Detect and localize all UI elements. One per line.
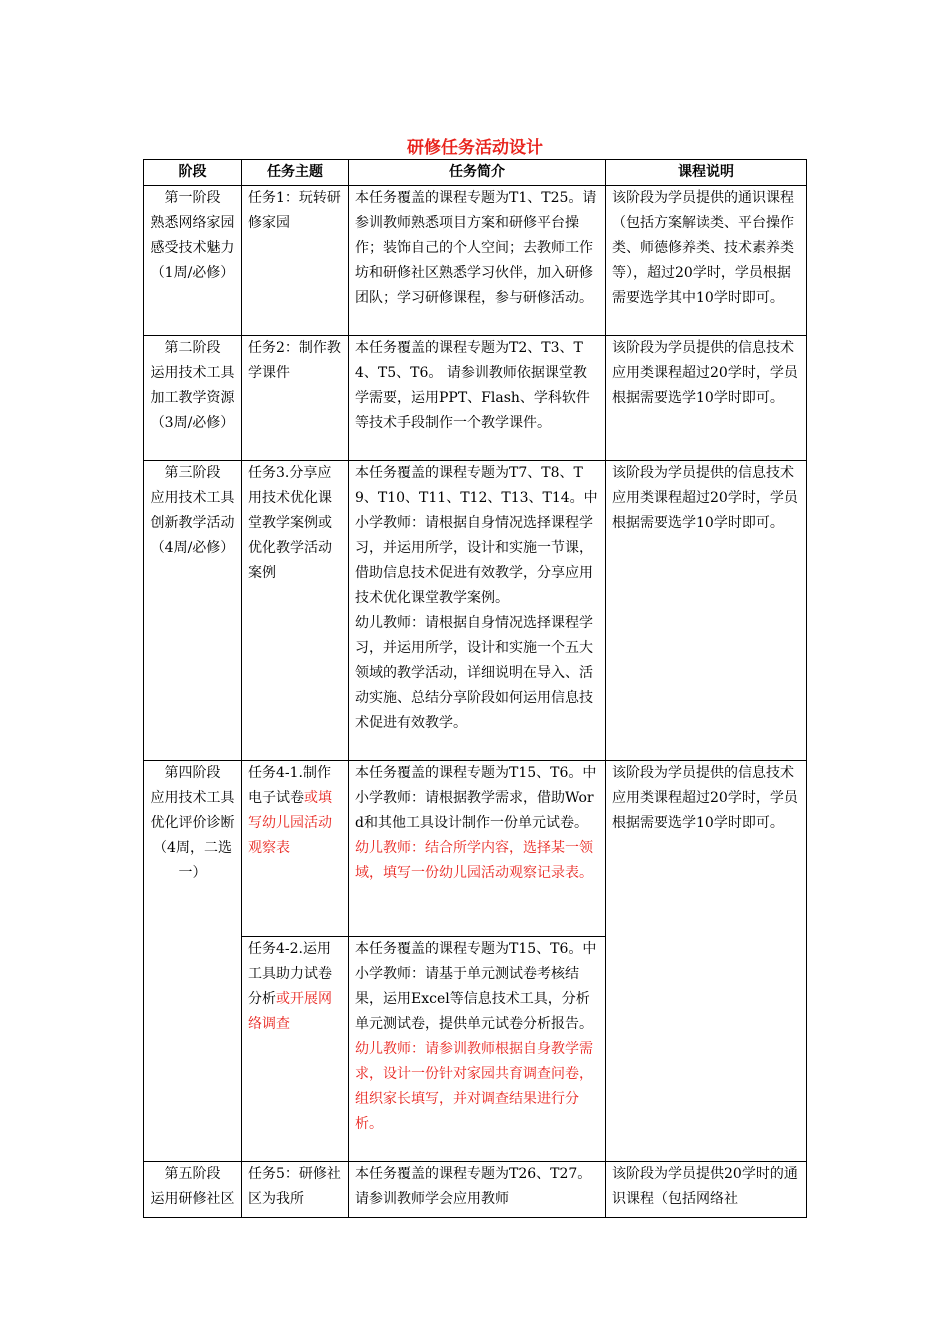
stage-line: 加工教学资源	[150, 390, 235, 406]
intro-cell: 本任务覆盖的课程专题为T1、T25。请参训教师熟悉项目方案和研修平台操作；装饰自己的个人空间；去教师工作坊和研修社区熟悉学习伙伴，加入研修团队；学习研修课程，参与研修活动。	[349, 186, 606, 336]
table-row	[144, 461, 807, 761]
theme-text-red: 或开展网络调查	[248, 991, 332, 1032]
stage-line: 第三阶段	[164, 465, 221, 481]
stage-line: 第一阶段	[164, 190, 221, 206]
header-note: 课程说明	[606, 160, 807, 186]
stage-line: 运用技术工具	[150, 365, 235, 381]
intro-cell	[349, 761, 606, 937]
stage-cell	[144, 336, 242, 461]
note-cell: 该阶段为学员提供20学时的通识课程（包括网络社	[606, 1162, 807, 1218]
table-row	[144, 761, 807, 937]
stage-cell	[144, 1162, 242, 1218]
intro-paragraph: 幼儿教师：请根据自身情况选择课程学习，并运用所学，设计和实施一个五大领域的教学活动，详细说明在导入、活动实施、总结分享阶段如何运用信息技术促进有效教学。	[355, 615, 593, 731]
stage-line: 感受技术魅力	[150, 240, 235, 256]
intro-paragraph-red: 幼儿教师：请参训教师根据自身教学需求，设计一份针对家园共育调查问卷，组织家长填写，并对调查结果进行分析。	[355, 1041, 593, 1132]
intro-cell: 本任务覆盖的课程专题为T2、T3、T4、T5、T6。 请参训教师依据课堂教学需要，运用PPT、Flash、学科软件等技术手段制作一个教学课件。	[349, 336, 606, 461]
stage-cell	[144, 761, 242, 1162]
table-header-row	[144, 160, 807, 186]
theme-text-red: 或填写幼儿园活动观察表	[248, 790, 332, 856]
stage-cell	[144, 461, 242, 761]
theme-cell: 任务3.分享应用技术优化课堂教学案例或优化教学活动案例	[242, 461, 349, 761]
theme-cell: 任务1：玩转研修家园	[242, 186, 349, 336]
intro-paragraph: 本任务覆盖的课程专题为T15、T6。中小学教师：请根据教学需求，借助Word和其他工具设计制作一份单元试卷。	[355, 765, 597, 831]
stage-line: 应用技术工具	[150, 490, 235, 506]
note-cell: 该阶段为学员提供的信息技术应用类课程超过20学时，学员根据需要选学10学时即可。	[606, 461, 807, 761]
theme-text: 任务4-1.制作电子试卷	[248, 765, 331, 806]
stage-line: （1周/必修）	[150, 265, 235, 281]
theme-cell	[242, 937, 349, 1162]
stage-line: （3周/必修）	[150, 415, 235, 431]
stage-line: 第二阶段	[164, 340, 221, 356]
intro-cell: 本任务覆盖的课程专题为T26、T27。请参训教师学会应用教师	[349, 1162, 606, 1218]
stage-line: 第五阶段	[164, 1166, 221, 1182]
header-theme: 任务主题	[242, 160, 349, 186]
page-title: 研修任务活动设计	[407, 138, 543, 158]
note-cell: 该阶段为学员提供的通识课程（包括方案解读类、平台操作类、师德修养类、技术素养类等），超过20学时，学员根据需要选学其中10学时即可。	[606, 186, 807, 336]
stage-line: 创新教学活动	[150, 515, 235, 531]
intro-paragraph: 本任务覆盖的课程专题为T15、T6。中小学教师：请基于单元测试卷考核结果，运用Excel等信息技术工具，分析单元测试卷，提供单元试卷分析报告。	[355, 941, 597, 1032]
stage-line: 熟悉网络家园	[150, 215, 235, 231]
stage-line: 应用技术工具	[150, 790, 235, 806]
theme-cell: 任务5：研修社区为我所	[242, 1162, 349, 1218]
table-row	[144, 1162, 807, 1218]
theme-cell: 任务2：制作教学课件	[242, 336, 349, 461]
theme-cell	[242, 761, 349, 937]
stage-cell	[144, 186, 242, 336]
table-row	[144, 186, 807, 336]
note-cell: 该阶段为学员提供的信息技术应用类课程超过20学时，学员根据需要选学10学时即可。	[606, 761, 807, 1162]
stage-line: （4周/必修）	[150, 540, 235, 556]
stage-line: 优化评价诊断	[150, 815, 235, 831]
intro-cell	[349, 937, 606, 1162]
intro-paragraph-red: 幼儿教师：结合所学内容，选择某一领域，填写一份幼儿园活动观察记录表。	[355, 840, 593, 881]
theme-text: 任务4-2.运用工具助力试卷分析	[248, 941, 332, 1007]
task-design-table	[143, 159, 807, 1218]
stage-line: 运用研修社区	[150, 1191, 235, 1207]
intro-cell	[349, 461, 606, 761]
header-stage: 阶段	[144, 160, 242, 186]
note-cell: 该阶段为学员提供的信息技术应用类课程超过20学时，学员根据需要选学10学时即可。	[606, 336, 807, 461]
table-row	[144, 336, 807, 461]
stage-line: 第四阶段	[164, 765, 221, 781]
stage-line: （4周，二选一）	[153, 840, 232, 881]
intro-paragraph: 本任务覆盖的课程专题为T7、T8、T9、T10、T11、T12、T13、T14。中小学教师：请根据自身情况选择课程学习，并运用所学，设计和实施一节课，借助信息技术促进有效教学，分享应用技术优化课堂教学案例。	[355, 465, 598, 606]
header-intro: 任务简介	[349, 160, 606, 186]
